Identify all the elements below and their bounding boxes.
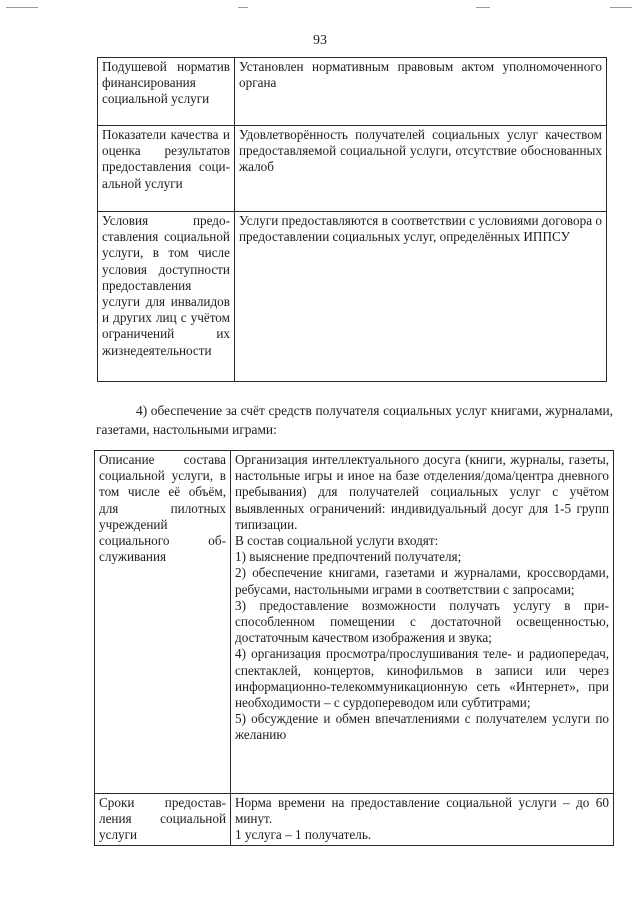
row-label-service-description: Описание состава социальной услуги, в том числе её объём, для пилотных учреждений социального обслуживания — [95, 451, 231, 794]
table-row — [95, 451, 614, 794]
table-row — [98, 126, 607, 212]
scan-edge-mark — [238, 7, 248, 8]
row-label-per-capita-norm: Подушевой норматив финансирования социальной услуги — [98, 58, 235, 126]
row-value-service-description — [231, 451, 614, 794]
row-label-provision-conditions: Условия предоставления социальной услуги, в том числе условия доступности предоставления услуги для инвалидов и других лиц с учётом ограничений их жизнедеятельности — [98, 212, 235, 382]
row-value-quality-indicators: Удовлетворённость получателей социальных услуг качеством предоставляемой социальной услуги, отсутствие обоснованных жалоб — [235, 126, 607, 212]
row-value-per-capita-norm: Установлен нормативным правовым актом уполномоченного органа — [235, 58, 607, 126]
table-row — [95, 794, 614, 846]
page-number: 93 — [313, 33, 327, 48]
description-line: Организация интеллектуального досуга (книги, журналы, газеты, настольные игры и иное на базе отделения/дома/центра дневного пребывания) для получателей социальных услуг с учётом выявленных ограничений: индивидуальный досуг для 1-5 групп типизации. — [235, 452, 609, 532]
section-paragraph: 4) обеспечение за счёт средств получателя социальных услуг книгами, журналами, газетами, настольными играми: — [96, 403, 613, 437]
timing-line: 1 услуга – 1 получатель. — [235, 827, 372, 843]
scan-edge-mark — [6, 7, 38, 8]
description-line: 3) предоставление возможности получать услугу в приспособленном помещении с достаточной освещенностью, достаточным качеством изображения и звука; — [235, 597, 609, 646]
row-label-quality-indicators: Показатели качества и оценка результатов предоставления социальной услуги — [98, 126, 235, 212]
row-value-service-timing — [231, 794, 614, 846]
scan-edge-mark — [476, 7, 490, 8]
table-row — [98, 212, 607, 382]
description-line: 5) обсуждение и обмен впечатлениями с получателем услуги по желанию — [235, 711, 609, 743]
timing-line: Норма времени на предоставление социальной услуги – до 60 минут. — [235, 795, 609, 827]
description-line: В состав социальной услуги входят: — [235, 533, 439, 549]
service-standard-table-top — [97, 57, 607, 382]
table-row — [98, 58, 607, 126]
description-line: 2) обеспечение книгами, газетами и журналами, кроссвордами, ребусами, настольными играми в соответствии с запросами; — [235, 565, 609, 597]
description-line: 1) выяснение предпочтений получателя; — [235, 549, 462, 565]
service-standard-table-bottom — [94, 450, 614, 846]
row-value-provision-conditions: Услуги предоставляются в соответствии с условиями договора о предоставлении социальных услуг, определённых ИППСУ — [235, 212, 607, 382]
scan-edge-mark — [610, 7, 632, 8]
row-label-service-timing: Сроки предоставления социальной услуги — [95, 794, 231, 846]
description-line: 4) организация просмотра/прослушивания теле- и радиопередач, спектаклей, концертов, кинофильмов в записи или через информационно-телекоммуникационную сеть «Интернет», при необходимости – с сурдопереводом или субтитрами; — [235, 646, 609, 711]
